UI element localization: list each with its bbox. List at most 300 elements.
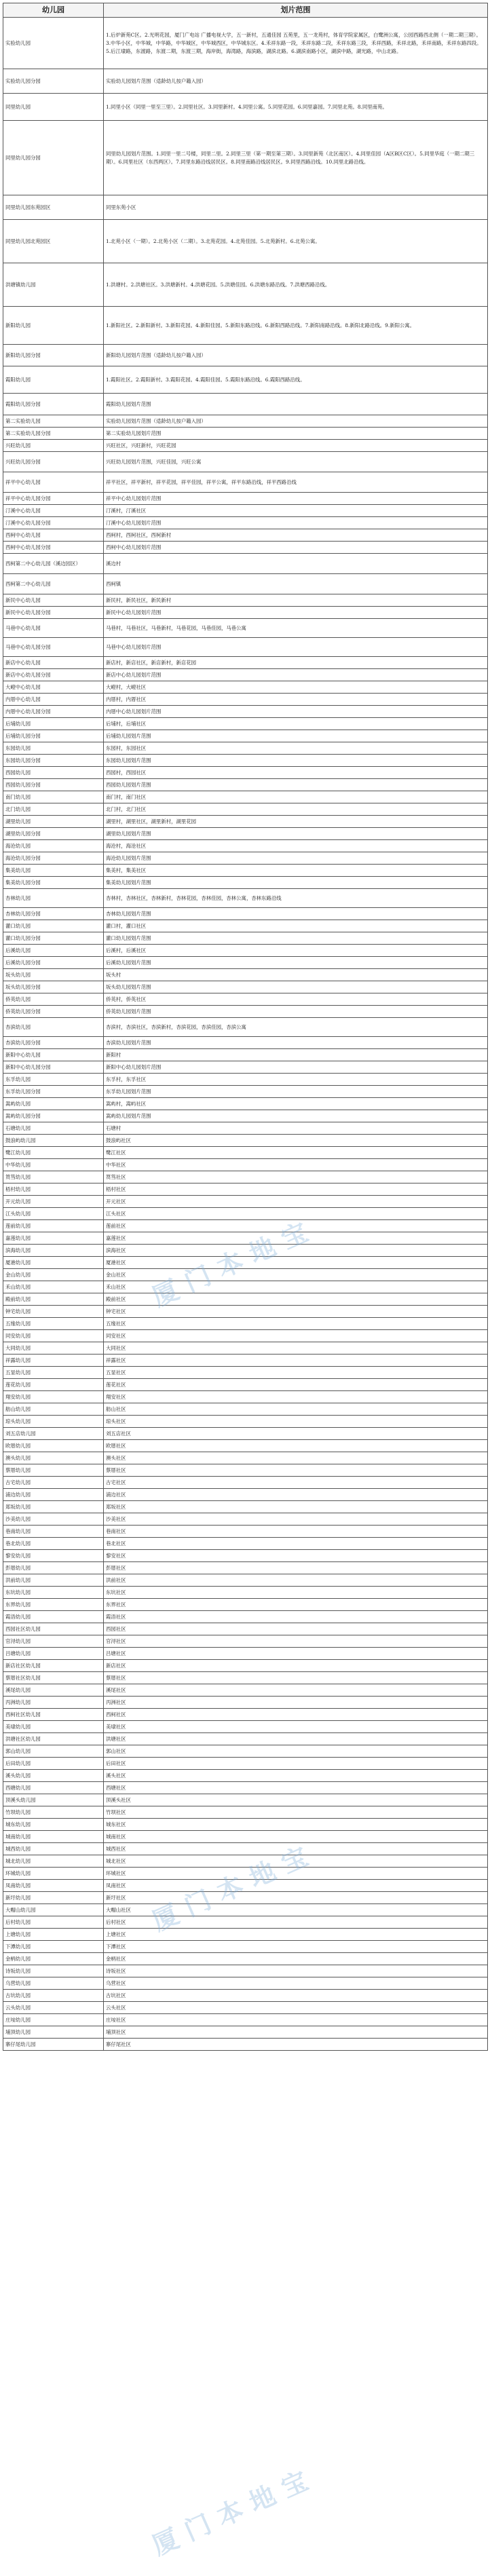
district-range: 竹坝社区 xyxy=(104,1806,488,1819)
table-row xyxy=(3,803,488,816)
table-row xyxy=(3,945,488,957)
district-range: 同里东苑小区 xyxy=(104,195,488,220)
district-range: 大帽山社区 xyxy=(104,1904,488,1916)
kindergarten-name: 杏林幼儿园 xyxy=(3,889,104,908)
table-row xyxy=(3,932,488,945)
kindergarten-name: 新阳幼儿园 xyxy=(3,307,104,345)
table-row xyxy=(3,1391,488,1403)
district-range: 兴旺社区，兴旺新村，兴旺花园 xyxy=(104,440,488,452)
table-row xyxy=(3,1477,488,1489)
table-row xyxy=(3,554,488,574)
district-range: 马巷中心幼儿园划片范围 xyxy=(104,638,488,657)
district-range: 新店社区 xyxy=(104,1660,488,1672)
kindergarten-name: 马巷中心幼儿园 xyxy=(3,619,104,638)
district-range: 郭山社区 xyxy=(104,1745,488,1758)
kindergarten-name: 汀溪中心幼儿园 xyxy=(3,505,104,517)
kindergarten-name: 后溪幼儿园分园 xyxy=(3,957,104,969)
table-row xyxy=(3,1245,488,1257)
table-row xyxy=(3,1904,488,1916)
kindergarten-name: 兴旺幼儿园 xyxy=(3,440,104,452)
district-range: 兴旺幼儿园划片范围，兴旺佳园，兴旺公寓 xyxy=(104,452,488,472)
district-range: 汀溪中心幼儿园划片范围 xyxy=(104,517,488,529)
kindergarten-name: 洪塘社区幼儿园 xyxy=(3,1733,104,1745)
kindergarten-name: 后溪幼儿园 xyxy=(3,945,104,957)
kindergarten-name: 新阳中心幼儿园分园 xyxy=(3,1061,104,1074)
document xyxy=(3,3,487,2051)
district-range: 1.同里小区（同里一里至三里）。2.同里社区。3.同里新村。4.同里公寓。5.同里花园。6.同里嘉园。7.同里北苑。8.同里南苑。 xyxy=(104,94,488,121)
district-range: 吕塘社区 xyxy=(104,1648,488,1660)
kindergarten-name: 新阳幼儿园分园 xyxy=(3,345,104,366)
kindergarten-name: 刘五店幼儿园 xyxy=(3,1428,104,1440)
kindergarten-name: 西柯中心幼儿园分园 xyxy=(3,542,104,554)
table-row xyxy=(3,816,488,828)
district-range: 集美幼儿园划片范围 xyxy=(104,877,488,889)
kindergarten-name: 琼头幼儿园 xyxy=(3,1416,104,1428)
table-row xyxy=(3,1574,488,1587)
district-range: 汀溪村，汀溪社区 xyxy=(104,505,488,517)
table-row xyxy=(3,681,488,694)
table-row xyxy=(3,1257,488,1269)
table-row xyxy=(3,1941,488,1953)
table-row xyxy=(3,1538,488,1550)
table-row xyxy=(3,767,488,779)
kindergarten-name: 侨英幼儿园分园 xyxy=(3,1006,104,1018)
district-range: 蔡厝社区 xyxy=(104,1464,488,1477)
district-range: 新店中心幼儿园划片范围 xyxy=(104,669,488,681)
kindergarten-name: 东园幼儿园 xyxy=(3,742,104,755)
kindergarten-name: 第二实验幼儿园分园 xyxy=(3,428,104,440)
table-row xyxy=(3,1489,488,1501)
table-row xyxy=(3,1733,488,1745)
table-row xyxy=(3,828,488,840)
district-range: 新阳幼儿园划片范围（适龄幼儿按户籍入园） xyxy=(104,345,488,366)
kindergarten-name: 舫山幼儿园 xyxy=(3,1403,104,1416)
kindergarten-name: 嵩屿幼儿园分园 xyxy=(3,1110,104,1122)
table-row xyxy=(3,1745,488,1758)
district-range: 溪边村 xyxy=(104,554,488,574)
table-row xyxy=(3,1183,488,1196)
kindergarten-name: 彭厝幼儿园 xyxy=(3,1562,104,1574)
kindergarten-name: 西柯中心幼儿园 xyxy=(3,529,104,542)
kindergarten-name: 灌口幼儿园分园 xyxy=(3,932,104,945)
table-row xyxy=(3,865,488,877)
district-range: 新民村，新民社区，新民新村 xyxy=(104,594,488,607)
district-range: 杏滨村，杏滨社区，杏滨新村，杏滨花园，杏滨佳园，杏滨公寓 xyxy=(104,1018,488,1037)
district-range: 后村社区 xyxy=(104,1916,488,1929)
kindergarten-name: 官浔幼儿园 xyxy=(3,1635,104,1648)
kindergarten-name: 霞阳幼儿园分园 xyxy=(3,394,104,415)
table-row xyxy=(3,981,488,993)
kindergarten-name: 海沧幼儿园分园 xyxy=(3,852,104,865)
table-row xyxy=(3,94,488,121)
table-row xyxy=(3,1440,488,1452)
kindergarten-name: 西园幼儿园 xyxy=(3,767,104,779)
table-row xyxy=(3,1684,488,1697)
district-range: 巷南社区 xyxy=(104,1526,488,1538)
table-row xyxy=(3,2014,488,2026)
kindergarten-name: 吕塘幼儿园 xyxy=(3,1648,104,1660)
district-range: 环城社区 xyxy=(104,1868,488,1880)
district-range: 丙洲社区 xyxy=(104,1697,488,1709)
table-row xyxy=(3,1208,488,1220)
kindergarten-name: 诗坂幼儿园 xyxy=(3,1965,104,1977)
kindergarten-name: 祥平中心幼儿园 xyxy=(3,472,104,493)
watermark: 厦门本地宝 xyxy=(147,2461,322,2561)
table-row xyxy=(3,1110,488,1122)
district-range: 沙美社区 xyxy=(104,1513,488,1526)
table-row xyxy=(3,1660,488,1672)
district-range: 城南社区 xyxy=(104,1831,488,1843)
table-row xyxy=(3,1501,488,1513)
kindergarten-name: 莲花幼儿园 xyxy=(3,1379,104,1391)
district-range: 美埭社区 xyxy=(104,1721,488,1733)
kindergarten-name: 翔安幼儿园 xyxy=(3,1391,104,1403)
kindergarten-name: 内厝中心幼儿园分园 xyxy=(3,706,104,718)
district-range: 古坑社区 xyxy=(104,1990,488,2002)
kindergarten-name: 莲前幼儿园 xyxy=(3,1220,104,1232)
district-range: 霞阳幼儿园划片范围 xyxy=(104,394,488,415)
district-range: 云头社区 xyxy=(104,2002,488,2014)
table-row xyxy=(3,1831,488,1843)
district-range: 琼头社区 xyxy=(104,1416,488,1428)
table-row xyxy=(3,517,488,529)
district-range: 杏林幼儿园划片范围 xyxy=(104,908,488,920)
kindergarten-name: 海沧幼儿园 xyxy=(3,840,104,852)
district-range: 海沧村，海沧社区 xyxy=(104,840,488,852)
table-row xyxy=(3,1293,488,1306)
table-row xyxy=(3,1306,488,1318)
kindergarten-name: 实验幼儿园分园 xyxy=(3,69,104,94)
table-row xyxy=(3,1367,488,1379)
table-row xyxy=(3,742,488,755)
table-row xyxy=(3,969,488,981)
district-range: 霞浯社区 xyxy=(104,1611,488,1623)
table-row xyxy=(3,493,488,505)
kindergarten-name: 东界幼儿园 xyxy=(3,1599,104,1611)
district-range: 集美村，集美社区 xyxy=(104,865,488,877)
district-range: 祥平中心幼儿园划片范围 xyxy=(104,493,488,505)
kindergarten-name: 东坑幼儿园 xyxy=(3,1587,104,1599)
district-range: 海沧幼儿园划片范围 xyxy=(104,852,488,865)
kindergarten-name: 乌营幼儿园 xyxy=(3,1977,104,1990)
header-range: 划片范围 xyxy=(104,3,488,18)
district-range: 城北社区 xyxy=(104,1855,488,1868)
kindergarten-name: 湖里幼儿园 xyxy=(3,816,104,828)
kindergarten-name: 新店社区幼儿园 xyxy=(3,1660,104,1672)
district-range: 古宅社区 xyxy=(104,1477,488,1489)
kindergarten-name: 城南幼儿园 xyxy=(3,1831,104,1843)
kindergarten-name: 丙洲幼儿园 xyxy=(3,1697,104,1709)
table-row xyxy=(3,1648,488,1660)
kindergarten-name: 西柯第二中心幼儿园 xyxy=(3,574,104,594)
district-range: 厦港社区 xyxy=(104,1257,488,1269)
table-row xyxy=(3,505,488,517)
table-row xyxy=(3,852,488,865)
kindergarten-name: 上塘幼儿园 xyxy=(3,1929,104,1941)
table-row xyxy=(3,18,488,69)
kindergarten-name: 鹭江幼儿园 xyxy=(3,1147,104,1159)
kindergarten-name: 祥露幼儿园 xyxy=(3,1355,104,1367)
kindergarten-name: 第二实验幼儿园 xyxy=(3,415,104,428)
kindergarten-name: 郑坂幼儿园 xyxy=(3,1501,104,1513)
table-row xyxy=(3,607,488,619)
kindergarten-name: 五显幼儿园 xyxy=(3,1367,104,1379)
table-header-row xyxy=(3,3,488,18)
kindergarten-name: 新圩幼儿园 xyxy=(3,1892,104,1904)
table-row xyxy=(3,1843,488,1855)
kindergarten-name: 西柯第二中心幼儿园（溪边园区） xyxy=(3,554,104,574)
district-range: 新阳中心幼儿园划片范围 xyxy=(104,1061,488,1074)
district-range: 实验幼儿园划片范围（适龄幼儿按户籍入园） xyxy=(104,69,488,94)
district-range: 南门村，南门社区 xyxy=(104,791,488,803)
kindergarten-name: 蔡厝社区幼儿园 xyxy=(3,1672,104,1684)
district-range: 舫山社区 xyxy=(104,1403,488,1416)
district-range: 鹭江社区 xyxy=(104,1147,488,1159)
kindergarten-name: 同安幼儿园 xyxy=(3,1330,104,1342)
district-range: 莲前社区 xyxy=(104,1220,488,1232)
kindergarten-name: 石塘幼儿园 xyxy=(3,1122,104,1135)
table-row xyxy=(3,1018,488,1037)
district-range: 灌口幼儿园划片范围 xyxy=(104,932,488,945)
table-row xyxy=(3,1697,488,1709)
district-range: 大同社区 xyxy=(104,1342,488,1355)
table-row xyxy=(3,1318,488,1330)
kindergarten-name: 东园幼儿园分园 xyxy=(3,755,104,767)
table-row xyxy=(3,1086,488,1098)
district-range: 1.后炉新苑C区。2.光明花园，厦门广电站 广播电视大学，五一新村，五通佳园 五苑里，五一龙苑村，体育学院家属区，白鹭洲公寓，公园西路西北侧（一期二期三期）。3.中华小区，中华城，中华路，中华城区，中华城西区，中华城东区。4.禾祥东路一段，禾祥东路二段，禾祥东路三段，禾祥西路，禾祥北路，禾祥南路，禾祥东路四段。5.后江埭路，东渡路，东渡二期，东渡三期，海岸街，海湾路，海滨路，湖滨北路。6.湖滨南路小区，湖滨中路，湖光路，中山北路。 xyxy=(104,18,488,69)
table-row xyxy=(3,920,488,932)
table-row xyxy=(3,1513,488,1526)
kindergarten-name: 浦边幼儿园 xyxy=(3,1489,104,1501)
district-range: 凤南社区 xyxy=(104,1880,488,1892)
district-range: 1.洪塘村。2.洪塘社区。3.洪塘新村。4.洪塘花园。5.洪塘佳园。6.洪塘东路沿线。7.洪塘西路沿线。 xyxy=(104,263,488,307)
watermark: 厦门本地宝 xyxy=(147,1212,322,1312)
district-range: 下潭社区 xyxy=(104,1941,488,1953)
kindergarten-name: 同里幼儿园 xyxy=(3,94,104,121)
table-row xyxy=(3,1855,488,1868)
table-body xyxy=(3,18,488,2051)
table-row xyxy=(3,1721,488,1733)
district-range: 新圩社区 xyxy=(104,1892,488,1904)
table-row xyxy=(3,1159,488,1171)
district-range: 内厝村，内厝社区 xyxy=(104,694,488,706)
district-range: 1.霞阳社区。2.霞阳新村。3.霞阳花园。4.霞阳佳园。5.霞阳东路沿线。6.霞阳西路沿线。 xyxy=(104,366,488,394)
table-row xyxy=(3,1819,488,1831)
table-row xyxy=(3,1672,488,1684)
district-range: 莲花社区 xyxy=(104,1379,488,1391)
district-range: 北门村，北门社区 xyxy=(104,803,488,816)
district-range: 乌营社区 xyxy=(104,1977,488,1990)
table-row xyxy=(3,1037,488,1049)
district-range: 五显社区 xyxy=(104,1367,488,1379)
table-row xyxy=(3,307,488,345)
kindergarten-name: 新民中心幼儿园分园 xyxy=(3,607,104,619)
district-range: 殿前社区 xyxy=(104,1293,488,1306)
table-row xyxy=(3,440,488,452)
table-row xyxy=(3,1782,488,1794)
kindergarten-name: 杏滨幼儿园 xyxy=(3,1018,104,1037)
kindergarten-name: 顶溪头幼儿园 xyxy=(3,1794,104,1806)
district-range: 埔顶社区 xyxy=(104,2026,488,2039)
district-range: 灌口村，灌口社区 xyxy=(104,920,488,932)
district-range: 内厝中心幼儿园划片范围 xyxy=(104,706,488,718)
district-range: 刘五店社区 xyxy=(104,1428,488,1440)
table-row xyxy=(3,1061,488,1074)
table-row xyxy=(3,694,488,706)
table-row xyxy=(3,2039,488,2051)
kindergarten-name: 祥平中心幼儿园分园 xyxy=(3,493,104,505)
district-range: 侨英村，侨英社区 xyxy=(104,993,488,1006)
kindergarten-name: 西园社区幼儿园 xyxy=(3,1623,104,1635)
kindergarten-name: 美埭幼儿园 xyxy=(3,1721,104,1733)
table-row xyxy=(3,1526,488,1538)
table-row xyxy=(3,669,488,681)
table-row xyxy=(3,415,488,428)
kindergarten-name: 黎安幼儿园 xyxy=(3,1550,104,1562)
kindergarten-name: 滨海幼儿园 xyxy=(3,1245,104,1257)
table-row xyxy=(3,1623,488,1635)
district-range: 同安社区 xyxy=(104,1330,488,1342)
table-row xyxy=(3,574,488,594)
district-range: 同里幼儿园划片范围。1.同里一里二号楼，同里二里。2.同里三里（第一期至第三期）。3.同里新苑（北区南区）。4.同里佳园（A区B区C区）。5.同里华庭（一期二期三期）。6.同里社区（东西两区）。7.同里东路沿线居民区。8.同里南路沿线居民区。9.同里西路沿线。10.同里北路沿线。 xyxy=(104,121,488,195)
table-row xyxy=(3,638,488,657)
kindergarten-name: 开元幼儿园 xyxy=(3,1196,104,1208)
district-range: 五缘社区 xyxy=(104,1318,488,1330)
kindergarten-name: 洪塘镇幼儿园 xyxy=(3,263,104,307)
kindergarten-name: 集美幼儿园分园 xyxy=(3,877,104,889)
kindergarten-name: 五缘幼儿园 xyxy=(3,1318,104,1330)
district-range: 坂头村 xyxy=(104,969,488,981)
kindergarten-name: 洪前幼儿园 xyxy=(3,1574,104,1587)
kindergarten-name: 竹坝幼儿园 xyxy=(3,1806,104,1819)
kindergarten-name: 溪头幼儿园 xyxy=(3,1770,104,1782)
kindergarten-name: 溪尾幼儿园 xyxy=(3,1684,104,1697)
table-row xyxy=(3,1269,488,1281)
table-row xyxy=(3,195,488,220)
kindergarten-name: 新店中心幼儿园 xyxy=(3,657,104,669)
kindergarten-name: 东孚幼儿园分园 xyxy=(3,1086,104,1098)
district-range: 后溪幼儿园划片范围 xyxy=(104,957,488,969)
kindergarten-name: 古宅幼儿园 xyxy=(3,1477,104,1489)
table-row xyxy=(3,619,488,638)
district-range: 祥平社区，祥平新村，祥平花园，祥平佳园，祥平公寓，祥平东路沿线，祥平西路沿线 xyxy=(104,472,488,493)
district-range: 西柯社区 xyxy=(104,1709,488,1721)
kindergarten-name: 环城幼儿园 xyxy=(3,1868,104,1880)
district-range: 东园村，东园社区 xyxy=(104,742,488,755)
kindergarten-name: 金柄幼儿园 xyxy=(3,1953,104,1965)
district-range: 洪塘社区 xyxy=(104,1733,488,1745)
district-range: 东孚幼儿园划片范围 xyxy=(104,1086,488,1098)
district-range: 祥露社区 xyxy=(104,1355,488,1367)
district-range: 东园幼儿园划片范围 xyxy=(104,755,488,767)
table-row xyxy=(3,1929,488,1941)
district-range: 开元社区 xyxy=(104,1196,488,1208)
district-range: 西园幼儿园划片范围 xyxy=(104,779,488,791)
district-range: 实验幼儿园划片范围（适龄幼儿按户籍入园） xyxy=(104,415,488,428)
kindergarten-name: 新店中心幼儿园分园 xyxy=(3,669,104,681)
district-range: 浦边社区 xyxy=(104,1489,488,1501)
table-row xyxy=(3,1965,488,1977)
kindergarten-name: 汀溪中心幼儿园分园 xyxy=(3,517,104,529)
table-row xyxy=(3,1428,488,1440)
district-range: 嵩屿村，嵩屿社区 xyxy=(104,1098,488,1110)
kindergarten-name: 城西幼儿园 xyxy=(3,1843,104,1855)
kindergarten-name: 霞阳幼儿园 xyxy=(3,366,104,394)
table-row xyxy=(3,69,488,94)
kindergarten-name: 巷南幼儿园 xyxy=(3,1526,104,1538)
district-range: 溪头社区 xyxy=(104,1770,488,1782)
table-row xyxy=(3,1977,488,1990)
district-range: 西园村，西园社区 xyxy=(104,767,488,779)
kindergarten-name: 后埔幼儿园分园 xyxy=(3,730,104,742)
district-range: 郑坂社区 xyxy=(104,1501,488,1513)
kindergarten-name: 寨仔尾幼儿园 xyxy=(3,2039,104,2051)
kindergarten-name: 马巷中心幼儿园分园 xyxy=(3,638,104,657)
district-range: 巷北社区 xyxy=(104,1538,488,1550)
table-row xyxy=(3,1074,488,1086)
kindergarten-name: 欧厝幼儿园 xyxy=(3,1440,104,1452)
district-range: 西柯镇 xyxy=(104,574,488,594)
table-row xyxy=(3,220,488,263)
kindergarten-name: 沙美幼儿园 xyxy=(3,1513,104,1526)
kindergarten-name: 巷北幼儿园 xyxy=(3,1538,104,1550)
table-row xyxy=(3,1599,488,1611)
district-range: 官浔社区 xyxy=(104,1635,488,1648)
district-range: 后溪村，后溪社区 xyxy=(104,945,488,957)
district-range: 新阳村 xyxy=(104,1049,488,1061)
district-range: 滨海社区 xyxy=(104,1245,488,1257)
kindergarten-name: 嘉莲幼儿园 xyxy=(3,1232,104,1245)
kindergarten-name: 钟宅幼儿园 xyxy=(3,1306,104,1318)
table-row xyxy=(3,1709,488,1721)
table-row xyxy=(3,345,488,366)
table-row xyxy=(3,1049,488,1061)
table-row xyxy=(3,1990,488,2002)
kindergarten-name: 西塘幼儿园 xyxy=(3,1782,104,1794)
table-row xyxy=(3,472,488,493)
district-range: 新民中心幼儿园划片范围 xyxy=(104,607,488,619)
district-range: 杏林村，杏林社区，杏林新村，杏林花园，杏林佳园，杏林公寓，杏林东路沿线 xyxy=(104,889,488,908)
table-row xyxy=(3,452,488,472)
kindergarten-name: 筼筜幼儿园 xyxy=(3,1171,104,1183)
kindergarten-name: 城东幼儿园 xyxy=(3,1819,104,1831)
kindergarten-name: 下潭幼儿园 xyxy=(3,1941,104,1953)
table-row xyxy=(3,1868,488,1880)
kindergarten-name: 郭山幼儿园 xyxy=(3,1745,104,1758)
district-range: 第二实验幼儿园划片范围 xyxy=(104,428,488,440)
table-row xyxy=(3,1330,488,1342)
header-kindergarten: 幼儿园 xyxy=(3,3,104,18)
district-range: 梧村社区 xyxy=(104,1183,488,1196)
watermark: 厦门本地宝 xyxy=(147,1836,322,1937)
table-row xyxy=(3,1587,488,1599)
district-range: 嵩屿幼儿园划片范围 xyxy=(104,1110,488,1122)
district-range: 西柯村，西柯社区，西柯新村 xyxy=(104,529,488,542)
kindergarten-name: 同里幼儿园东苑园区 xyxy=(3,195,104,220)
district-range: 钟宅社区 xyxy=(104,1306,488,1318)
table-row xyxy=(3,2026,488,2039)
table-row xyxy=(3,993,488,1006)
kindergarten-name: 厦港幼儿园 xyxy=(3,1257,104,1269)
kindergarten-name: 江头幼儿园 xyxy=(3,1208,104,1220)
table-row xyxy=(3,1953,488,1965)
kindergarten-name: 大嶝中心幼儿园 xyxy=(3,681,104,694)
district-range: 1.新阳社区。2.新阳新村。3.新阳花园。4.新阳佳园。5.新阳东路沿线。6.新阳西路沿线。7.新阳南路沿线。8.新阳北路沿线。9.新阳公寓。 xyxy=(104,307,488,345)
district-range: 寨仔尾社区 xyxy=(104,2039,488,2051)
kindergarten-name: 新阳中心幼儿园 xyxy=(3,1049,104,1061)
district-range: 禾山社区 xyxy=(104,1281,488,1293)
kindergarten-name: 殿前幼儿园 xyxy=(3,1293,104,1306)
